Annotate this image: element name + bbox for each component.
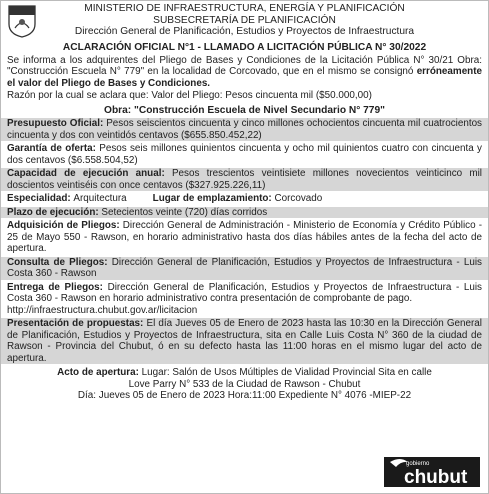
- capacidad-row: Capacidad de ejecución anual: Pesos trescientos veintisiete millones novecientos veinticinco mil doscientos veintiséis con once centavos ($327.925.226,11): [1, 168, 488, 191]
- intro-paragraph: Se informa a los adquirentes del Pliego de Bases y Condiciones de la Licitación Pública N° 30/21 Obra: "Construcción Escuela N° 779" en la localidad de Corcovado, que en el mismo se consignó erróneamente el valor del Pliego de Bases y Condiciones.: [7, 54, 482, 89]
- acto-apertura-line3: Día: Jueves 05 de Enero de 2023 Hora:11:00 Expediente N° 4076 -MIEP-22: [77, 390, 412, 401]
- presupuesto-row: Presupuesto Oficial: Pesos seiscientos cincuenta y cinco millones ochocientos cincuenta mil cuatrocientos cincuenta y dos con veintidós centavos ($655.850.452,22): [1, 118, 488, 141]
- entrega-row: Entrega de Pliegos: Dirección General de Planificación, Estudios y Proyectos de Infraestructura - Luis Costa 360 - Rawson en horario administrativo contra presentación de comprobante de pago.: [7, 281, 482, 304]
- header-direccion: Dirección General de Planificación, Estudios y Proyectos de Infraestructura: [74, 26, 415, 37]
- doc-title: ACLARACIÓN OFICIAL N°1 - LLAMADO A LICITACIÓN PÚBLICA N° 30/2022: [62, 42, 427, 53]
- garantia-row: Garantía de oferta: Pesos seis millones quinientos cincuenta y ocho mil quinientos cuatro con cincuenta y dos centavos ($6.558.504,52): [7, 143, 482, 166]
- especialidad-row: Especialidad: Arquitectura Lugar de emplazamiento: Corcovado: [7, 193, 323, 204]
- svg-text:chubut: chubut: [404, 467, 468, 488]
- clarification-line: Razón por la cual se aclara que: Valor del Pliego: Pesos cincuenta mil ($50.000,00): [7, 90, 372, 101]
- acto-apertura-line1: Acto de apertura: Lugar: Salón de Usos Múltiples de Vialidad Provincial Sita en calle: [57, 367, 432, 378]
- consulta-row: Consulta de Pliegos: Dirección General de Planificación, Estudios y Proyectos de Infraestructura - Luis Costa 360 - Rawson: [1, 257, 488, 280]
- header-ministry: MINISTERIO DE INFRAESTRUCTURA, ENERGÍA Y PLANIFICACIÓN: [84, 3, 405, 14]
- acto-apertura-line2: Love Parry N° 533 de la Ciudad de Rawson - Chubut: [128, 378, 361, 390]
- plazo-row: Plazo de ejecución: Setecientos veinte (720) días corridos: [1, 207, 488, 219]
- adquisicion-row: Adquisición de Pliegos: Dirección General de Administración - Ministerio de Economía y Crédito Público - 25 de Mayo 550 - Rawson, en horario administrativo hasta dos días hábiles antes de la fecha del acto de apertura.: [7, 220, 483, 254]
- header-subsecretaria: SUBSECRETARÍA DE PLANIFICACIÓN: [153, 14, 336, 26]
- website-link[interactable]: http://infraestructura.chubut.gov.ar/licitacion: [7, 304, 198, 316]
- chubut-gobierno-logo: [384, 453, 480, 489]
- chubut-seal-icon: [7, 4, 37, 38]
- header: [1, 1, 488, 41]
- presentacion-row: Presentación de propuestas: El día Jueves 05 de Enero de 2023 hasta las 10:30 en la Dirección General de Planificación, Estudios y Proyectos de Infraestructura, sita en Calle Luis Costa N° 360 de la ciudad de Rawson - Provincia del Chubut, ó en su defecto hasta las 11:00 horas en el mismo lugar del acto de apertura.: [1, 318, 488, 364]
- svg-text:gobierno: gobierno: [406, 461, 430, 467]
- obra-title: Obra: "Construcción Escuela de Nivel Secundario N° 779": [104, 104, 385, 116]
